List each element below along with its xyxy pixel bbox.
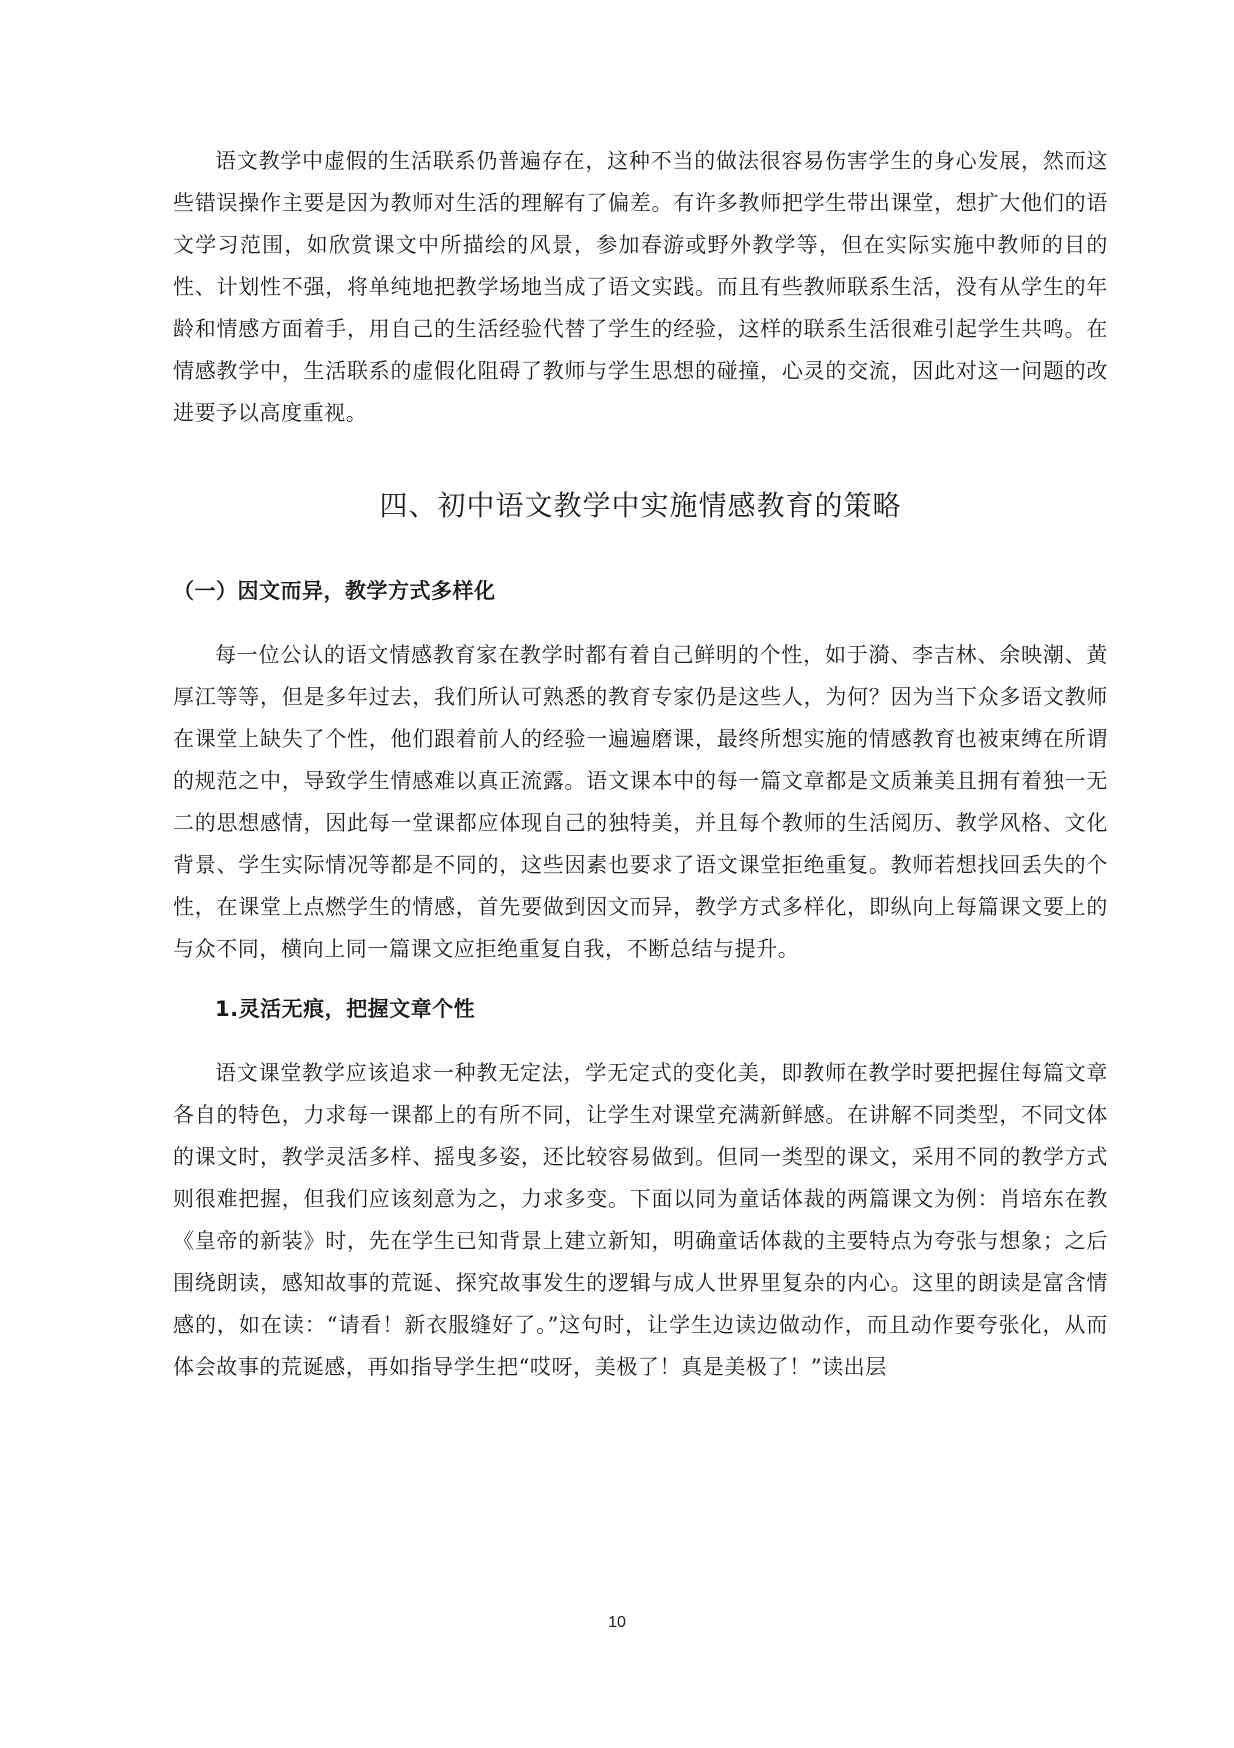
section-title: （一）因文而异，教学方式多样化 bbox=[173, 579, 496, 603]
subsection-title: 1.灵活无痕，把握文章个性 bbox=[215, 997, 476, 1021]
page-number: 10 bbox=[608, 1614, 626, 1631]
body-paragraph: 每一位公认的语文情感教育家在教学时都有着自己鲜明的个性，如于漪、李吉林、余映潮、黄厚江等等，但是多年过去，我们所认可熟悉的教育专家仍是这些人，为何？因为当下众多语文教师在课堂上缺失了个性，他们跟着前人的经验一遍遍磨课，最终所想实施的情感教育也被束缚在所谓的规范之中，导致学生情感难以真正流露。语文课本中的每一篇文章都是文质兼美且拥有着独一无二的思想感情，因此每一堂课都应体现自己的独特美，并且每个教师的生活阅历、教学风格、文化背景、学生实际情况等都是不同的，这些因素也要求了语文课堂拒绝重复。教师若想找回丢失的个性，在课堂上点燃学生的情感，首先要做到因文而异，教学方式多样化，即纵向上每篇课文要上的与众不同，横向上同一篇课文应拒绝重复自我，不断总结与提升。 bbox=[173, 643, 1108, 961]
chapter-title: 四、初中语文教学中实施情感教育的策略 bbox=[379, 489, 902, 522]
page-content bbox=[173, 140, 1108, 1388]
body-paragraph: 语文课堂教学应该追求一种教无定法，学无定式的变化美，即教师在教学时要把握住每篇文章各自的特色，力求每一课都上的有所不同，让学生对课堂充满新鲜感。在讲解不同类型，不同文体的课文时，教学灵活多样、摇曳多姿，还比较容易做到。但同一类型的课文，采用不同的教学方式则很难把握，但我们应该刻意为之，力求多变。下面以同为童话体裁的两篇课文为例：肖培东在教《皇帝的新装》时，先在学生已知背景上建立新知，明确童话体裁的主要特点为夸张与想象；之后围绕朗读，感知故事的荒诞、探究故事发生的逻辑与成人世界里复杂的内心。这里的朗读是富含情感的，如在读：“请看！新衣服缝好了。”这句时，让学生边读边做动作，而且动作要夸张化，从而体会故事的荒诞感，再如指导学生把“哎呀，美极了！真是美极了！”读出层 bbox=[173, 1061, 1108, 1379]
body-paragraph: 语文教学中虚假的生活联系仍普遍存在，这种不当的做法很容易伤害学生的身心发展，然而这些错误操作主要是因为教师对生活的理解有了偏差。有许多教师把学生带出课堂，想扩大他们的语文学习范围，如欣赏课文中所描绘的风景，参加春游或野外教学等，但在实际实施中教师的目的性、计划性不强，将单纯地把教学场地当成了语文实践。而且有些教师联系生活，没有从学生的年龄和情感方面着手，用自己的生活经验代替了学生的经验，这样的联系生活很难引起学生共鸣。在情感教学中，生活联系的虚假化阻碍了教师与学生思想的碰撞，心灵的交流，因此对这一问题的改进要予以高度重视。 bbox=[173, 149, 1108, 425]
